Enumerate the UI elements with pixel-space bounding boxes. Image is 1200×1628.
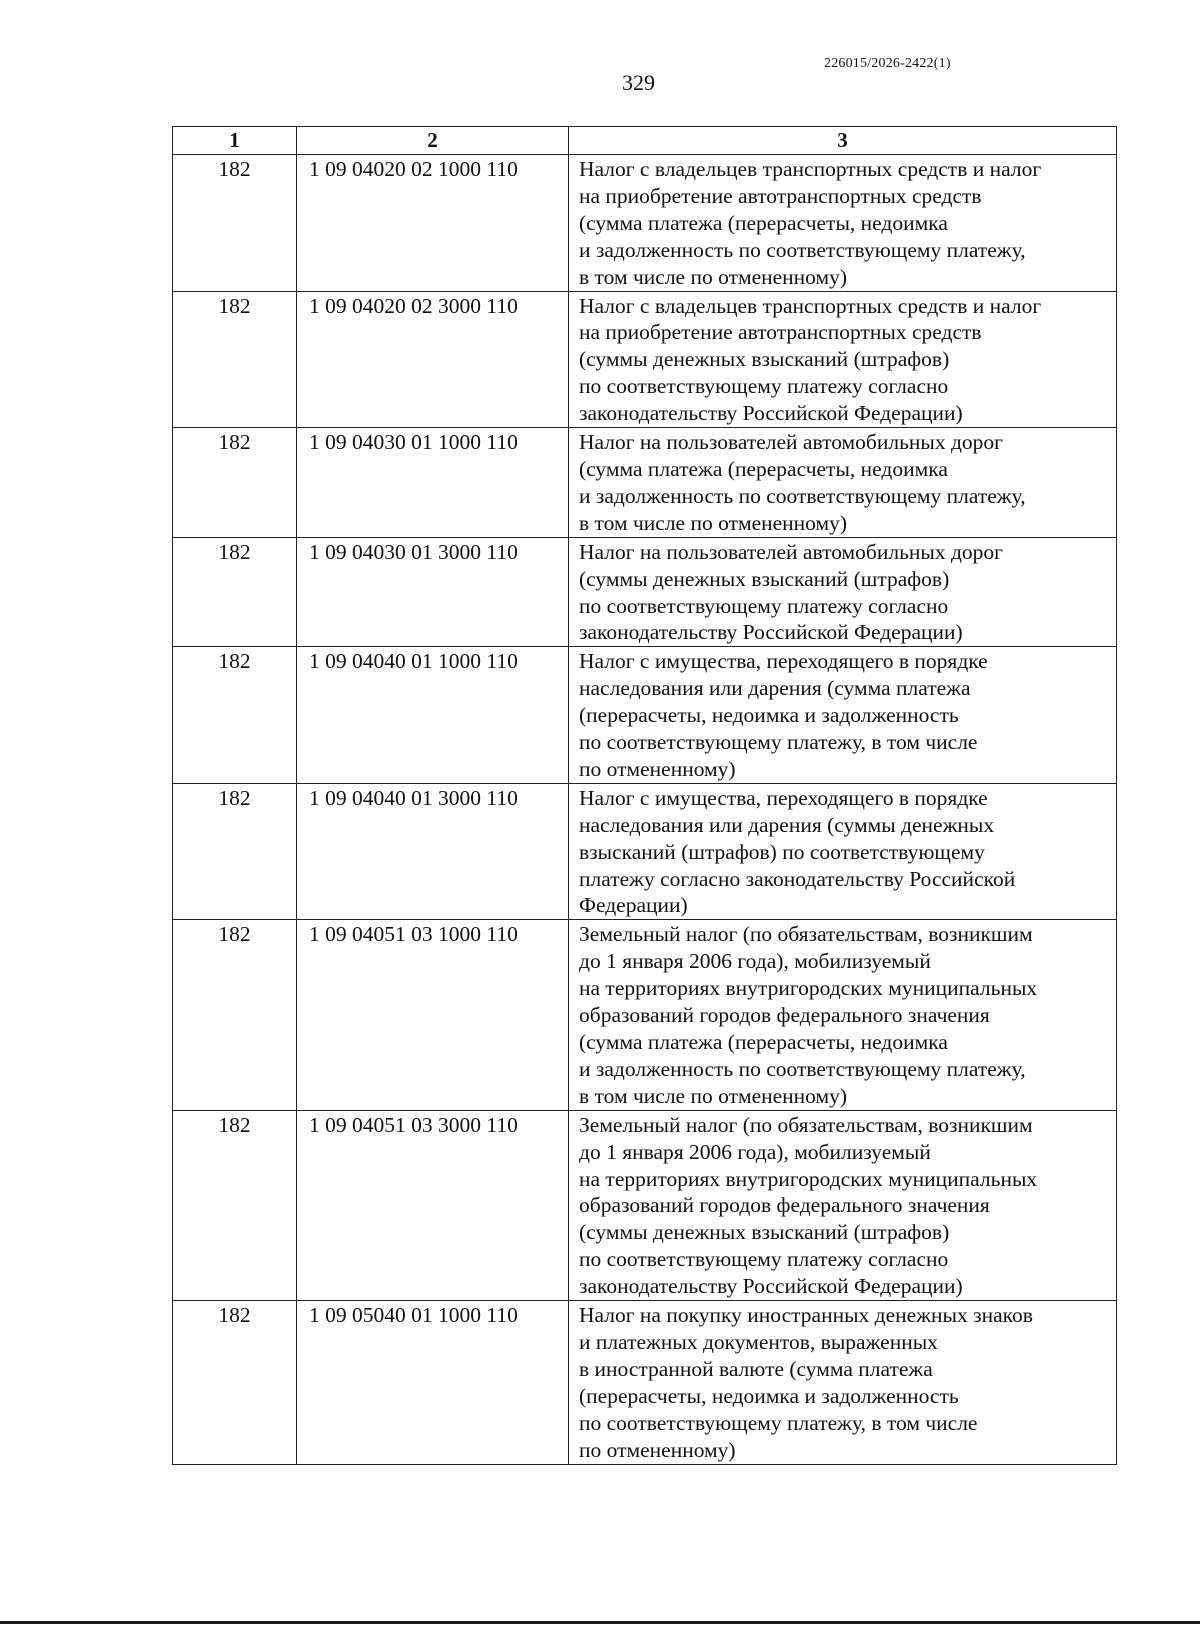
table-row: [173, 291, 1117, 428]
description-line: законодательству Российской Федерации): [579, 401, 963, 426]
description-line: и платежных документов, выраженных: [579, 1329, 938, 1354]
description-line: по соответствующему платежу согласно: [579, 593, 949, 618]
table-row: [173, 1110, 1117, 1300]
income-codes-table: [172, 126, 1117, 1465]
description-line: (суммы денежных взысканий (штрафов): [579, 1220, 950, 1245]
description-line: Налог на пользователей автомобильных дорог: [579, 430, 1003, 455]
description-line: в том числе по отмененному): [579, 264, 848, 289]
description-line: законодательству Российской Федерации): [579, 620, 963, 645]
description-line: платежу согласно законодательству Российской: [579, 866, 1016, 891]
table-row: [173, 428, 1117, 538]
description-line: Налог на покупку иностранных денежных знаков: [579, 1303, 1033, 1328]
income-description-cell: [569, 537, 1117, 647]
description-line: по соответствующему платежу, в том числе: [579, 1410, 978, 1435]
description-line: Земельный налог (по обязательствам, возникшим: [579, 1112, 1033, 1137]
description-line: в том числе по отмененному): [579, 1083, 848, 1108]
budget-classification-code-cell: 1 09 04051 03 1000 110: [297, 920, 569, 1110]
income-description-cell: [569, 291, 1117, 428]
income-description-cell: [569, 155, 1117, 292]
table-row: [173, 1301, 1117, 1464]
table-row: [173, 537, 1117, 647]
admin-code-cell: 182: [173, 291, 297, 428]
description-line: по соответствующему платежу согласно: [579, 1247, 949, 1272]
description-line: Налог с имущества, переходящего в порядке: [579, 649, 988, 674]
description-line: (сумма платежа (перерасчеты, недоимка: [579, 1030, 948, 1054]
description-line: и задолженность по соответствующему платежу,: [579, 1056, 1026, 1081]
budget-classification-code-cell: 1 09 04051 03 3000 110: [297, 1110, 569, 1300]
budget-classification-code-cell: 1 09 04020 02 1000 110: [297, 155, 569, 292]
description-line: (суммы денежных взысканий (штрафов): [579, 566, 950, 591]
income-description-cell: [569, 428, 1117, 538]
table-row: [173, 783, 1117, 920]
description-line: (сумма платежа (перерасчеты, недоимка: [579, 456, 948, 481]
description-line: по отмененному): [579, 756, 736, 781]
income-description-cell: [569, 783, 1117, 920]
column-header-3: 3: [569, 127, 1117, 155]
description-line: законодательству Российской Федерации): [579, 1274, 963, 1299]
description-line: до 1 января 2006 года), мобилизуемый: [579, 1139, 931, 1164]
description-line: Налог на пользователей автомобильных дорог: [579, 539, 1003, 564]
description-line: Налог с владельцев транспортных средств и налог: [579, 293, 1042, 318]
admin-code-cell: 182: [173, 783, 297, 920]
budget-classification-code-cell: 1 09 04020 02 3000 110: [297, 291, 569, 428]
description-line: наследования или дарения (суммы денежных: [579, 812, 995, 837]
description-line: на приобретение автотранспортных средств: [579, 320, 982, 345]
admin-code-cell: 182: [173, 1301, 297, 1464]
table-row: [173, 155, 1117, 292]
description-line: до 1 января 2006 года), мобилизуемый: [579, 949, 931, 974]
budget-classification-code-cell: 1 09 04040 01 1000 110: [297, 647, 569, 784]
description-line: взысканий (штрафов) по соответствующему: [579, 839, 985, 864]
description-line: наследования или дарения (сумма платежа: [579, 676, 971, 701]
description-line: (сумма платежа (перерасчеты, недоимка: [579, 210, 948, 235]
description-line: Федерации): [579, 893, 688, 918]
description-line: образований городов федерального значения: [579, 1003, 990, 1028]
description-line: Земельный налог (по обязательствам, возникшим: [579, 922, 1033, 947]
description-line: по соответствующему платежу, в том числе: [579, 730, 978, 755]
admin-code-cell: 182: [173, 155, 297, 292]
admin-code-cell: 182: [173, 428, 297, 538]
income-description-cell: [569, 1110, 1117, 1300]
description-line: на территориях внутригородских муниципальных: [579, 976, 1038, 1001]
income-description-cell: [569, 920, 1117, 1110]
description-line: на территориях внутригородских муниципальных: [579, 1166, 1038, 1191]
description-line: и задолженность по соответствующему платежу,: [579, 483, 1026, 508]
description-line: и задолженность по соответствующему платежу,: [579, 237, 1026, 262]
description-line: (перерасчеты, недоимка и задолженность: [579, 1383, 959, 1408]
admin-code-cell: 182: [173, 647, 297, 784]
table-row: [173, 647, 1117, 784]
admin-code-cell: 182: [173, 537, 297, 647]
page-number: 329: [622, 70, 655, 95]
description-line: в иностранной валюте (сумма платежа: [579, 1356, 933, 1381]
admin-code-cell: 182: [173, 920, 297, 1110]
bottom-scan-border: [0, 1621, 1200, 1624]
description-line: в том числе по отмененному): [579, 510, 848, 535]
budget-classification-code-cell: 1 09 04030 01 3000 110: [297, 537, 569, 647]
description-line: на приобретение автотранспортных средств: [579, 183, 982, 208]
budget-classification-code-cell: 1 09 04040 01 3000 110: [297, 783, 569, 920]
table-body: [173, 155, 1117, 1465]
column-header-1: 1: [173, 127, 297, 155]
description-line: Налог с владельцев транспортных средств и налог: [579, 157, 1042, 181]
income-description-cell: [569, 1301, 1117, 1464]
description-line: (суммы денежных взысканий (штрафов): [579, 347, 950, 372]
table-header-row: [173, 127, 1117, 155]
budget-classification-code-cell: 1 09 05040 01 1000 110: [297, 1301, 569, 1464]
document-id: 226015/2026-2422(1): [824, 56, 951, 71]
description-line: образований городов федерального значения: [579, 1193, 990, 1218]
income-description-cell: [569, 647, 1117, 784]
budget-classification-code-cell: 1 09 04030 01 1000 110: [297, 428, 569, 538]
admin-code-cell: 182: [173, 1110, 297, 1300]
description-line: по соответствующему платежу согласно: [579, 374, 949, 399]
description-line: (перерасчеты, недоимка и задолженность: [579, 703, 959, 728]
table-row: [173, 920, 1117, 1110]
description-line: Налог с имущества, переходящего в порядке: [579, 785, 988, 810]
description-line: по отмененному): [579, 1437, 736, 1462]
column-header-2: 2: [297, 127, 569, 155]
